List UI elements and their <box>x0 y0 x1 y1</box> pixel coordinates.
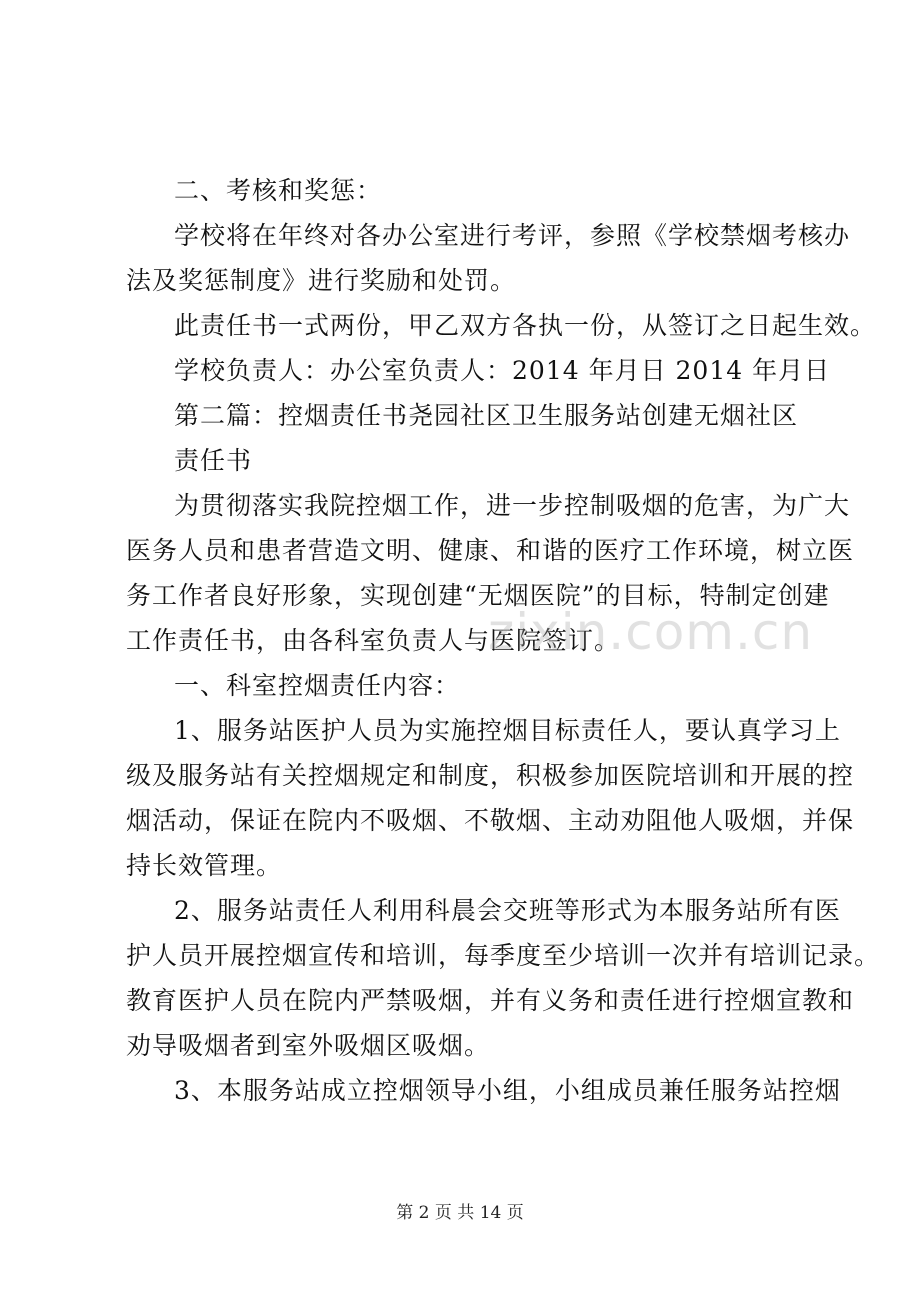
list-item-line: 3、本服务站成立控烟领导小组，小组成员兼任服务站控烟 <box>174 1076 841 1105</box>
signature-line: 学校负责人：办公室负责人：2014 年月日 2014 年月日 <box>174 356 831 385</box>
list-item-line: 持长效管理。 <box>126 851 283 880</box>
list-item-line: 护人员开展控烟宣传和培训，每季度至少培训一次并有培训记录。 <box>126 941 881 970</box>
watermark: zixin.com.cn <box>488 603 814 661</box>
list-item-line: 劝导吸烟者到室外吸烟区吸烟。 <box>126 1031 491 1060</box>
paragraph-line: 工作责任书，由各科室负责人与医院签订。 <box>126 626 621 655</box>
paragraph-line: 学校将在年终对各办公室进行考评，参照《学校禁烟考核办 <box>174 221 851 250</box>
list-item-line: 教育医护人员在院内严禁吸烟，并有义务和责任进行控烟宣教和 <box>126 986 855 1015</box>
list-item-line: 1、服务站医护人员为实施控烟目标责任人，要认真学习上 <box>174 716 841 745</box>
paragraph-line: 为贯彻落实我院控烟工作，进一步控制吸烟的危害，为广大 <box>174 491 851 520</box>
chapter-title-continued: 责任书 <box>174 446 253 475</box>
chapter-title: 第二篇：控烟责任书尧园社区卫生服务站创建无烟社区 <box>174 401 799 430</box>
section-heading-responsibility: 一、科室控烟责任内容： <box>174 671 461 700</box>
paragraph-line: 此责任书一式两份，甲乙双方各执一份，从签订之日起生效。 <box>174 311 877 340</box>
list-item-line: 烟活动，保证在院内不吸烟、不敬烟、主动劝阻他人吸烟，并保 <box>126 806 855 835</box>
section-heading-assessment: 二、考核和奖惩： <box>174 176 383 205</box>
paragraph-line: 务工作者良好形象，实现创建“无烟医院”的目标，特制定创建 <box>126 581 830 610</box>
list-item-line: 级及服务站有关控烟规定和制度，积极参加医院培训和开展的控 <box>126 761 855 790</box>
paragraph-line: 医务人员和患者营造文明、健康、和谐的医疗工作环境，树立医 <box>126 536 855 565</box>
page-number-footer: 第 2 页 共 14 页 <box>396 1203 524 1223</box>
list-item-line: 2、服务站责任人利用科晨会交班等形式为本服务站所有医 <box>174 896 841 925</box>
paragraph-line: 法及奖惩制度》进行奖励和处罚。 <box>126 266 517 295</box>
